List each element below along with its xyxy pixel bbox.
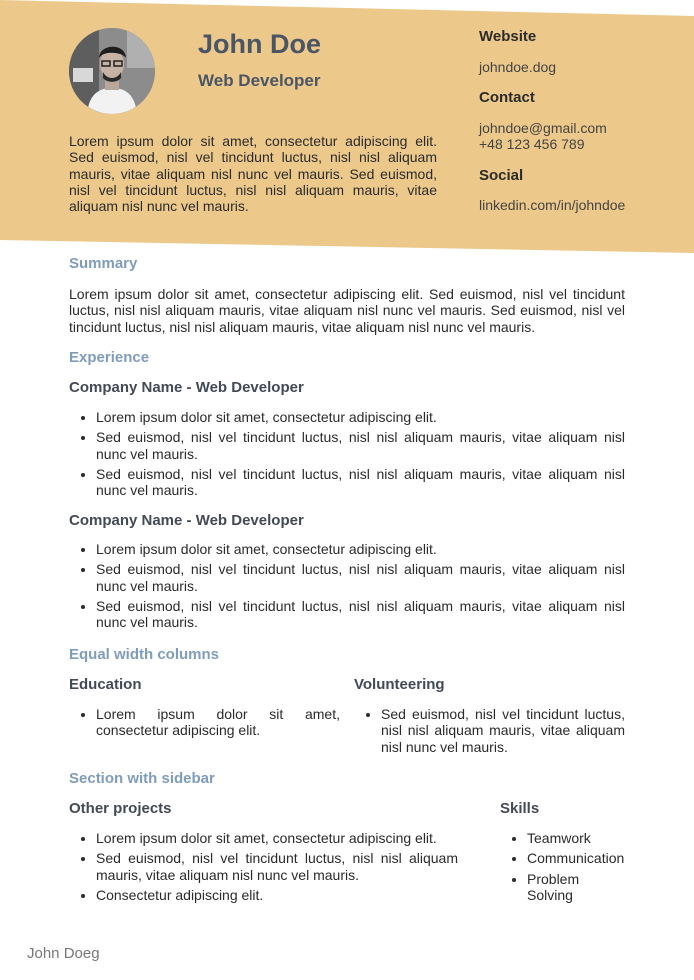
email-link[interactable]: johndoe@gmail.com — [479, 120, 607, 136]
list-item: • Teamwork — [527, 830, 627, 846]
phone-number: +48 123 456 789 — [479, 136, 585, 152]
education-list — [69, 706, 340, 743]
list-item: • Sed euismod, nisl vel tincidunt luctus, nisl nisl aliquam mauris, vitae aliquam nisl nunc vel mauris. — [96, 598, 625, 631]
equal-columns-heading: Equal width columns — [69, 646, 220, 663]
experience-heading: Experience — [69, 349, 150, 366]
candidate-role: Web Developer — [198, 71, 321, 90]
social-heading: Social — [479, 167, 524, 184]
job-bullets — [69, 541, 625, 634]
list-item: • Lorem ipsum dolor sit amet, consectetur adipiscing elit. — [96, 830, 458, 846]
footer-text: John Doeg — [27, 945, 100, 962]
job-title: Company Name - Web Developer — [69, 379, 304, 396]
list-item: • Consectetur adipiscing elit. — [96, 887, 458, 903]
website-heading: Website — [479, 28, 537, 45]
projects-heading: Other projects — [69, 800, 172, 817]
summary-heading: Summary — [69, 255, 138, 272]
avatar — [69, 28, 155, 114]
list-item: • Problem Solving — [527, 871, 627, 904]
volunteering-heading: Volunteering — [354, 676, 445, 693]
profile-photo — [69, 28, 155, 114]
list-item: • Lorem ipsum dolor sit amet, consectetur adipiscing elit. — [96, 409, 625, 425]
skills-list — [500, 830, 627, 907]
list-item: • Communication — [527, 850, 627, 866]
sidebar-section-heading: Section with sidebar — [69, 770, 215, 787]
list-item: • Sed euismod, nisl vel tincidunt luctus, nisl nisl aliquam mauris, vitae aliquam nisl nunc vel mauris. — [96, 429, 625, 462]
projects-list — [69, 830, 458, 907]
summary-text: Lorem ipsum dolor sit amet, consectetur adipiscing elit. Sed euismod, nisl vel tincidunt luctus, nisl nisl aliquam mauris, vitae aliquam nisl nunc vel mauris. Sed euismod, nisl vel tincidunt luctus, nisl nisl aliquam mauris, vitae aliquam nisl nunc vel mauris. — [69, 286, 625, 335]
list-item: • Sed euismod, nisl vel tincidunt luctus, nisl nisl aliquam mauris, vitae aliquam nisl nunc vel mauris. — [96, 850, 458, 883]
intro-text: Lorem ipsum dolor sit amet, consectetur adipiscing elit. Sed euismod, nisl vel tincidunt luctus, nisl nisl aliquam mauris, vitae aliquam nisl nunc vel mauris. Sed euismod, nisl vel tincidunt luctus, nisl nisl aliquam mauris, vitae aliquam nisl nunc vel mauris. — [69, 133, 437, 215]
education-heading: Education — [69, 676, 142, 693]
website-link[interactable]: johndoe.dog — [479, 59, 557, 75]
candidate-name: John Doe — [198, 29, 322, 59]
job-title: Company Name - Web Developer — [69, 512, 304, 529]
list-item: • Sed euismod, nisl vel tincidunt luctus, nisl nisl aliquam mauris, vitae aliquam nisl nunc vel mauris. — [96, 561, 625, 594]
skills-heading: Skills — [500, 800, 540, 817]
list-item: • Lorem ipsum dolor sit amet, consectetur adipiscing elit. — [96, 706, 340, 739]
list-item: • Sed euismod, nisl vel tincidunt luctus, nisl nisl aliquam mauris, vitae aliquam nisl nunc vel mauris. — [381, 706, 625, 755]
linkedin-link[interactable]: linkedin.com/in/johndoe — [479, 197, 626, 213]
contact-heading: Contact — [479, 89, 535, 106]
volunteering-list — [354, 706, 625, 759]
list-item: • Lorem ipsum dolor sit amet, consectetur adipiscing elit. — [96, 541, 625, 557]
job-bullets — [69, 409, 625, 502]
list-item: • Sed euismod, nisl vel tincidunt luctus, nisl nisl aliquam mauris, vitae aliquam nisl nunc vel mauris. — [96, 466, 625, 499]
